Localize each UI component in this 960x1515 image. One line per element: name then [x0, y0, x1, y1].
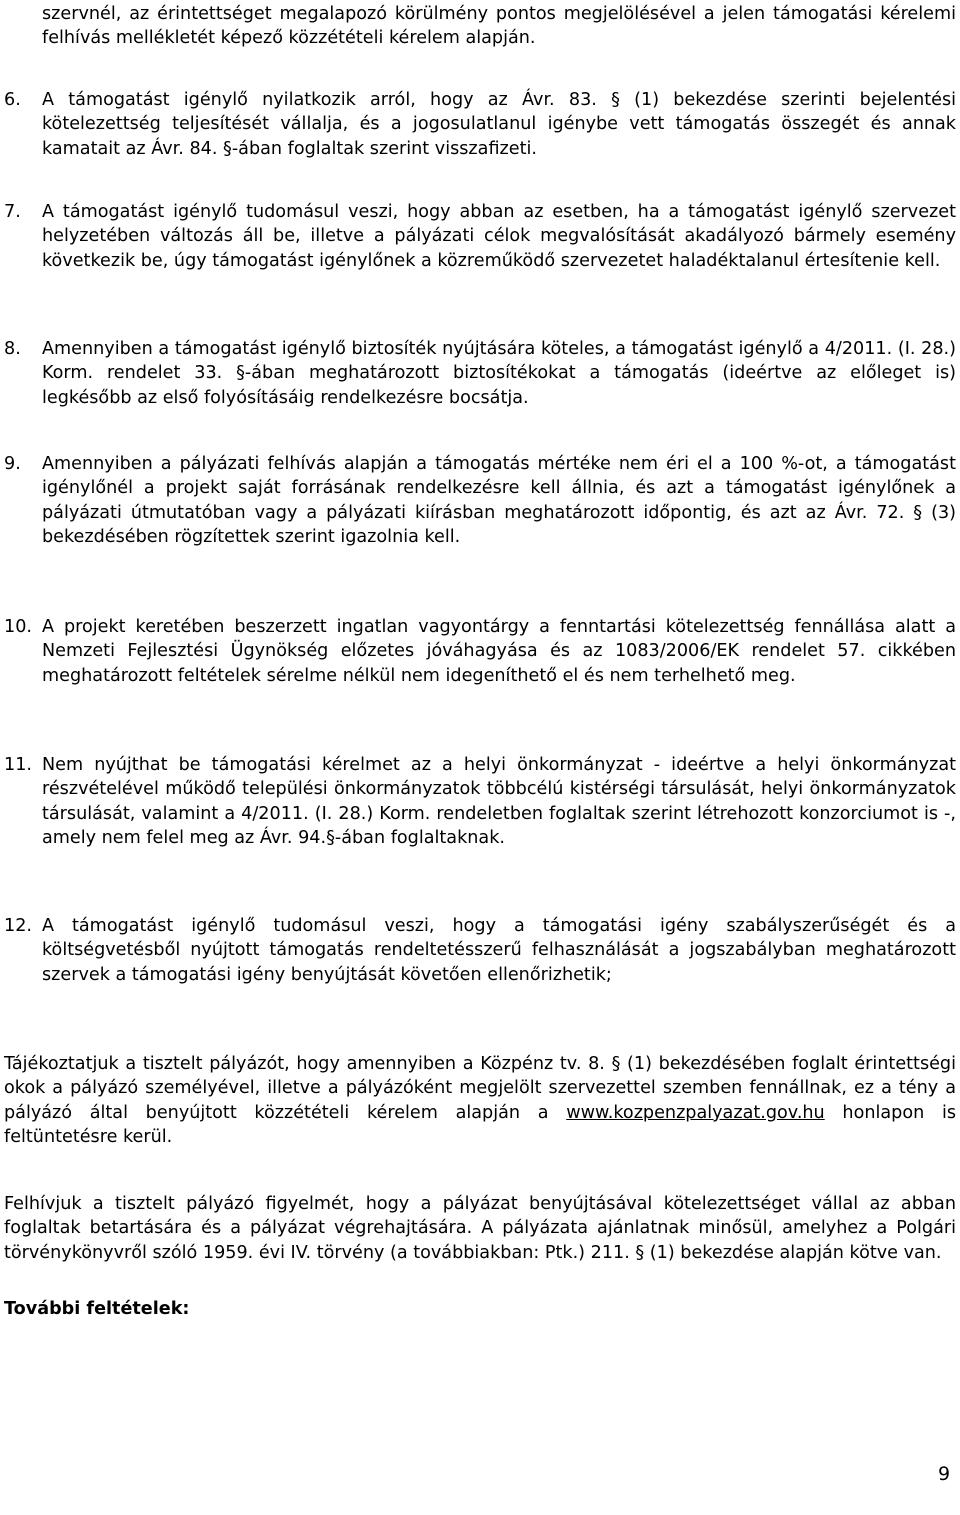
paragraph-information — [4, 1052, 956, 1150]
list-item-9 — [4, 452, 956, 550]
list-item-11 — [4, 753, 956, 851]
list-item-number: 12. — [4, 916, 32, 936]
paragraph-text: szervnél, az érintettséget megalapozó körülmény pontos megjelölésével a jelen támogatási kérelemi felhívás mellékletét képező közzétételi kérelem alapján. — [42, 4, 956, 49]
list-item-text: A támogatást igénylő nyilatkozik arról, hogy az Ávr. 83. § (1) bekezdése szerinti bejelentési kötelezettség teljesítését vállalja, és a jogosulatlanul igénybe vett támogatás összegét és annak kamatait az Ávr. 84. §-ában foglaltak szerint visszafizeti. — [42, 90, 956, 159]
paragraph-text: Felhívjuk a tisztelt pályázó figyelmét, hogy a pályázat benyújtásával kötelezettséget vállal az abban foglaltak betartására és a pályázat végrehajtására. A pályázata ajánlatnak minősül, amelyhez a Polgári törvénykönyvről szóló 1959. évi IV. törvény (a továbbiakban: Ptk.) 211. § (1) bekezdése alapján kötve van. — [4, 1194, 956, 1263]
website-link[interactable]: www.kozpenzpalyazat.gov.hu — [566, 1102, 825, 1123]
section-heading: További feltételek: — [4, 1299, 190, 1319]
list-item-text: A projekt keretében beszerzett ingatlan vagyontárgy a fenntartási kötelezettség fennállása alatt a Nemzeti Fejlesztési Ügynökség előzetes jóváhagyása és az 1083/2006/EK rendelet 57. cikkében meghatározott feltételek sérelme nélkül nem idegeníthető el és nem terhelhető meg. — [42, 617, 956, 686]
list-item-text: Amennyiben a pályázati felhívás alapján a támogatás mértéke nem éri el a 100 %-ot, a támogatást igénylőnél a projekt saját forrásának rendelkezésre kell állnia, és azt a támogatást igénylőnek a pályázati útmutatóban vagy a pályázati kiírásban meghatározott időpontig, és azt az Ávr. 72. § (3) bekezdésében rögzítettek szerint igazolnia kell. — [42, 454, 956, 548]
list-item-text: Nem nyújthat be támogatási kérelmet az a helyi önkormányzat - ideértve a helyi önkormányzat részvételével működő települési önkormányzatok többcélú kistérségi társulását, helyi önkormányzatok társulását, valamint a 4/2011. (I. 28.) Korm. rendeletben foglaltak szerint létrehozott konzorciumot is -, amely nem felel meg az Ávr. 94.§-ában foglaltaknak. — [42, 755, 956, 849]
list-item-10 — [4, 615, 956, 688]
list-item-8 — [4, 337, 956, 410]
page-number: 9 — [938, 1463, 951, 1485]
list-item-text: A támogatást igénylő tudomásul veszi, hogy a támogatási igény szabályszerűségét és a költségvetésből nyújtott támogatás rendeltetésszerű felhasználását a jogszabályban meghatározott szervek a támogatási igény benyújtását követően ellenőrizhetik; — [42, 916, 956, 985]
list-item-number: 10. — [4, 617, 32, 637]
list-item-number: 9. — [4, 454, 21, 474]
list-item-number: 11. — [4, 755, 32, 775]
list-item-6 — [4, 88, 956, 161]
list-item-number: 8. — [4, 339, 21, 359]
list-item-text: Amennyiben a támogatást igénylő biztosíték nyújtására köteles, a támogatást igénylő a 4/2011. (I. 28.) Korm. rendelet 33. §-ában meghatározott biztosítékokat a támogatás (ideértve az előleget is) legkésőbb az első folyósításáig rendelkezésre bocsátja. — [42, 339, 956, 408]
list-item-text: A támogatást igénylő tudomásul veszi, hogy abban az esetben, ha a támogatást igénylő szervezet helyzetében változás áll be, illetve a pályázati célok megvalósítását akadályozó bármely esemény következik be, úgy támogatást igénylőnek a közreműködő szervezetet haladéktalanul értesítenie kell. — [42, 202, 956, 271]
list-item-7 — [4, 200, 956, 273]
paragraph-notice — [4, 1192, 956, 1265]
paragraph-text-before-link: Tájékoztatjuk a tisztelt pályázót, hogy amennyiben a Közpénz tv. 8. § (1) bekezdésében foglalt érintettségi okok a pályázó személyével, illetve a pályázóként megjelölt szervezettel szemben fennállnak, ez a tény a pályázó által benyújtott közzétételi kérelem alapján a — [4, 1054, 956, 1123]
list-item-12 — [4, 914, 956, 987]
list-item-number: 7. — [4, 202, 21, 222]
paragraph-intro-continuation — [42, 2, 956, 51]
paragraph-text-after-link: honlapon is feltüntetésre kerül. — [4, 1102, 956, 1148]
list-item-number: 6. — [4, 90, 21, 110]
